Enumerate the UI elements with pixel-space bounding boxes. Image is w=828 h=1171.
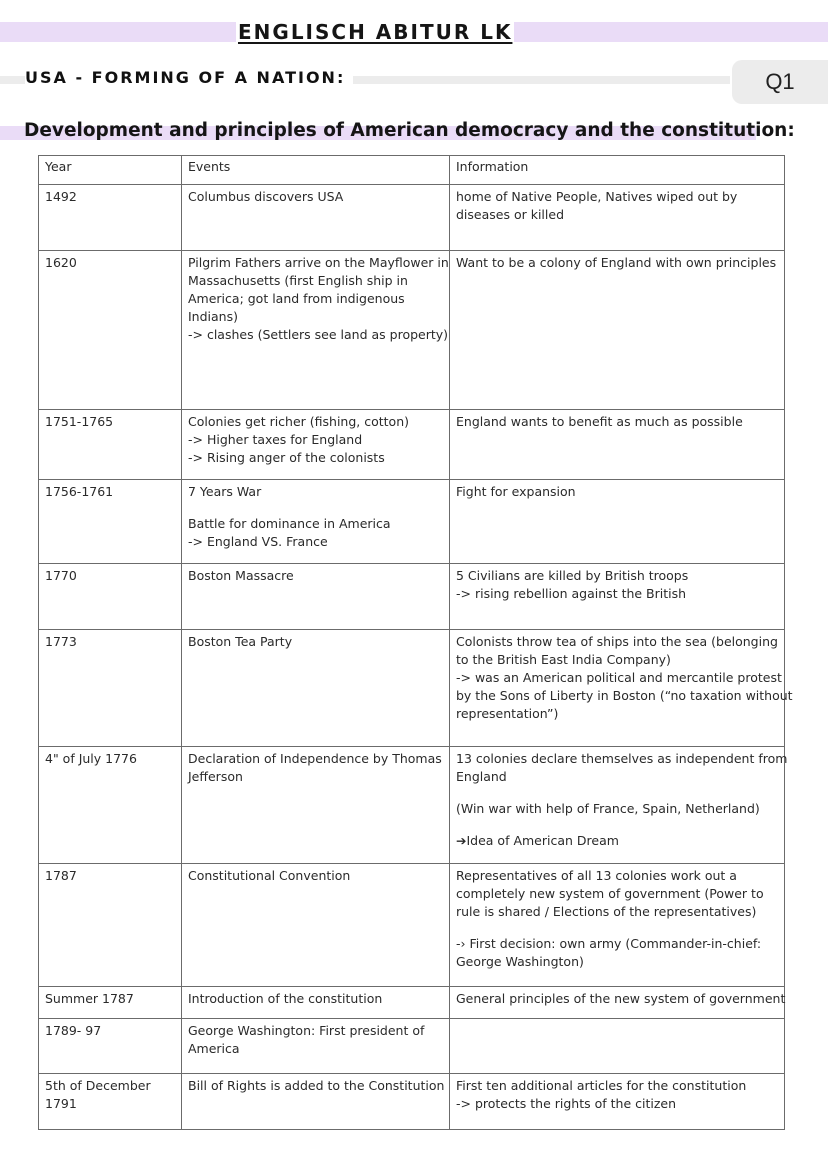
table-row — [39, 1019, 785, 1074]
events-cell — [182, 747, 450, 864]
cell-text-line: 1789- 97 — [45, 1023, 102, 1038]
cell-text-line: -> was an American political and mercantile protest — [456, 670, 782, 685]
events-cell — [182, 1074, 450, 1130]
cell-text-line: Declaration of Independence by Thomas — [188, 751, 442, 766]
cell-text-line: Columbus discovers USA — [188, 189, 344, 204]
information-cell — [450, 987, 785, 1019]
table-row — [39, 747, 785, 864]
cell-text-line: Jefferson — [188, 769, 243, 784]
year-cell — [39, 747, 182, 864]
cell-text-line: 1787 — [45, 868, 77, 883]
cell-text-line: -> Rising anger of the colonists — [188, 450, 385, 465]
column-header-information: Information — [450, 156, 785, 185]
column-header-events: Events — [182, 156, 450, 185]
year-cell — [39, 480, 182, 564]
cell-text-line: -> clashes (Settlers see land as property) — [188, 327, 449, 342]
cell-text-line: (Win war with help of France, Spain, Netherland) — [456, 801, 760, 816]
cell-text-line: 1770 — [45, 568, 77, 583]
cell-text-line: Massachusetts (first English ship in — [188, 273, 408, 288]
cell-text-line: -> Higher taxes for England — [188, 432, 363, 447]
table-row — [39, 410, 785, 480]
cell-text-line: Representatives of all 13 colonies work out a — [456, 868, 737, 883]
cell-text-line: by the Sons of Liberty in Boston (“no taxation without — [456, 688, 793, 703]
cell-text-line: America — [188, 1041, 240, 1056]
cell-text-line: 5 Civilians are killed by British troops — [456, 568, 689, 583]
paragraph-gap — [456, 786, 778, 800]
table-row — [39, 864, 785, 987]
column-header-year: Year — [39, 156, 182, 185]
year-cell — [39, 630, 182, 747]
cell-text-line: Fight for expansion — [456, 484, 576, 499]
information-cell — [450, 1074, 785, 1130]
events-cell — [182, 185, 450, 251]
year-cell — [39, 987, 182, 1019]
cell-text-line: Want to be a colony of England with own principles — [456, 255, 777, 270]
year-cell — [39, 251, 182, 410]
table-header-row — [39, 156, 785, 185]
events-cell — [182, 251, 450, 410]
semester-badge: Q1 — [732, 60, 828, 104]
cell-text-line: 1756-1761 — [45, 484, 114, 499]
cell-text-line: George Washington: First president of — [188, 1023, 425, 1038]
cell-text-line: home of Native People, Natives wiped out by — [456, 189, 738, 204]
cell-text-line: Boston Massacre — [188, 568, 294, 583]
cell-text-line: Battle for dominance in America — [188, 516, 391, 531]
table-row — [39, 1074, 785, 1130]
cell-text-line: England wants to benefit as much as possible — [456, 414, 743, 429]
table-row — [39, 987, 785, 1019]
cell-text-line: Colonists throw tea of ships into the sea (belonging — [456, 634, 778, 649]
cell-text-line: -> rising rebellion against the British — [456, 586, 687, 601]
paragraph-gap — [456, 818, 778, 832]
information-cell — [450, 410, 785, 480]
cell-text-line: Indians) — [188, 309, 238, 324]
cell-text-line: diseases or killed — [456, 207, 565, 222]
cell-text-line: 1773 — [45, 634, 77, 649]
section-title: USA - FORMING OF A NATION: — [25, 68, 353, 87]
cell-text-line: 13 colonies declare themselves as independent from — [456, 751, 788, 766]
cell-text-line: 5th of December — [45, 1078, 151, 1093]
information-cell — [450, 747, 788, 864]
cell-text-line: -> protects the rights of the citizen — [456, 1096, 677, 1111]
cell-text-line: America; got land from indigenous — [188, 291, 405, 306]
information-cell — [450, 630, 793, 747]
year-cell — [39, 864, 182, 987]
cell-text-line: Pilgrim Fathers arrive on the Mayflower in — [188, 255, 449, 270]
cell-text-line: Introduction of the constitution — [188, 991, 383, 1006]
cell-text-line: Colonies get richer (fishing, cotton) — [188, 414, 410, 429]
events-cell — [182, 480, 450, 564]
events-cell — [182, 564, 450, 630]
cell-text-line: rule is shared / Elections of the representatives) — [456, 904, 757, 919]
timeline-table — [38, 155, 793, 1130]
page-header-title: ENGLISCH ABITUR LK — [238, 20, 513, 44]
cell-text-line: England — [456, 769, 507, 784]
table-row — [39, 564, 785, 630]
cell-text-line: to the British East India Company) — [456, 652, 671, 667]
year-cell — [39, 410, 182, 480]
paragraph-gap — [188, 501, 443, 515]
cell-text-line: -> England VS. France — [188, 534, 328, 549]
cell-text-line: representation”) — [456, 706, 559, 721]
paragraph-gap — [456, 921, 778, 935]
events-cell — [182, 864, 450, 987]
information-cell — [450, 1019, 785, 1074]
table-row — [39, 630, 785, 747]
cell-text-line: Bill of Rights is added to the Constitution — [188, 1078, 445, 1093]
cell-text-line: 4" of July 1776 — [45, 751, 137, 766]
document-title: Development and principles of American democracy and the constitution: — [24, 120, 795, 141]
events-cell — [182, 987, 450, 1019]
cell-text-line: Boston Tea Party — [188, 634, 293, 649]
information-cell — [450, 564, 785, 630]
table-row — [39, 185, 785, 251]
cell-text-line: 1791 — [45, 1096, 77, 1111]
table-row — [39, 251, 785, 410]
cell-text-line: 1751-1765 — [45, 414, 114, 429]
cell-text-line: -› First decision: own army (Commander-in-chief: — [456, 936, 762, 951]
year-cell — [39, 1074, 182, 1130]
information-cell — [450, 864, 785, 987]
events-cell — [182, 630, 450, 747]
cell-text-line: First ten additional articles for the constitution — [456, 1078, 747, 1093]
year-cell — [39, 564, 182, 630]
year-cell — [39, 1019, 182, 1074]
cell-text-line: George Washington) — [456, 954, 584, 969]
cell-text-line: Summer 1787 — [45, 991, 134, 1006]
cell-text-line: 1492 — [45, 189, 77, 204]
cell-text-line: 1620 — [45, 255, 77, 270]
cell-text-line: ➔Idea of American Dream — [456, 833, 619, 848]
cell-text-line: completely new system of government (Power to — [456, 886, 764, 901]
events-cell — [182, 410, 450, 480]
information-cell — [450, 185, 785, 251]
information-cell — [450, 480, 785, 564]
cell-text-line: 7 Years War — [188, 484, 262, 499]
cell-text-line: Constitutional Convention — [188, 868, 351, 883]
table-row — [39, 480, 785, 564]
information-cell — [450, 251, 785, 410]
events-cell — [182, 1019, 450, 1074]
cell-text-line: General principles of the new system of government — [456, 991, 786, 1006]
year-cell — [39, 185, 182, 251]
